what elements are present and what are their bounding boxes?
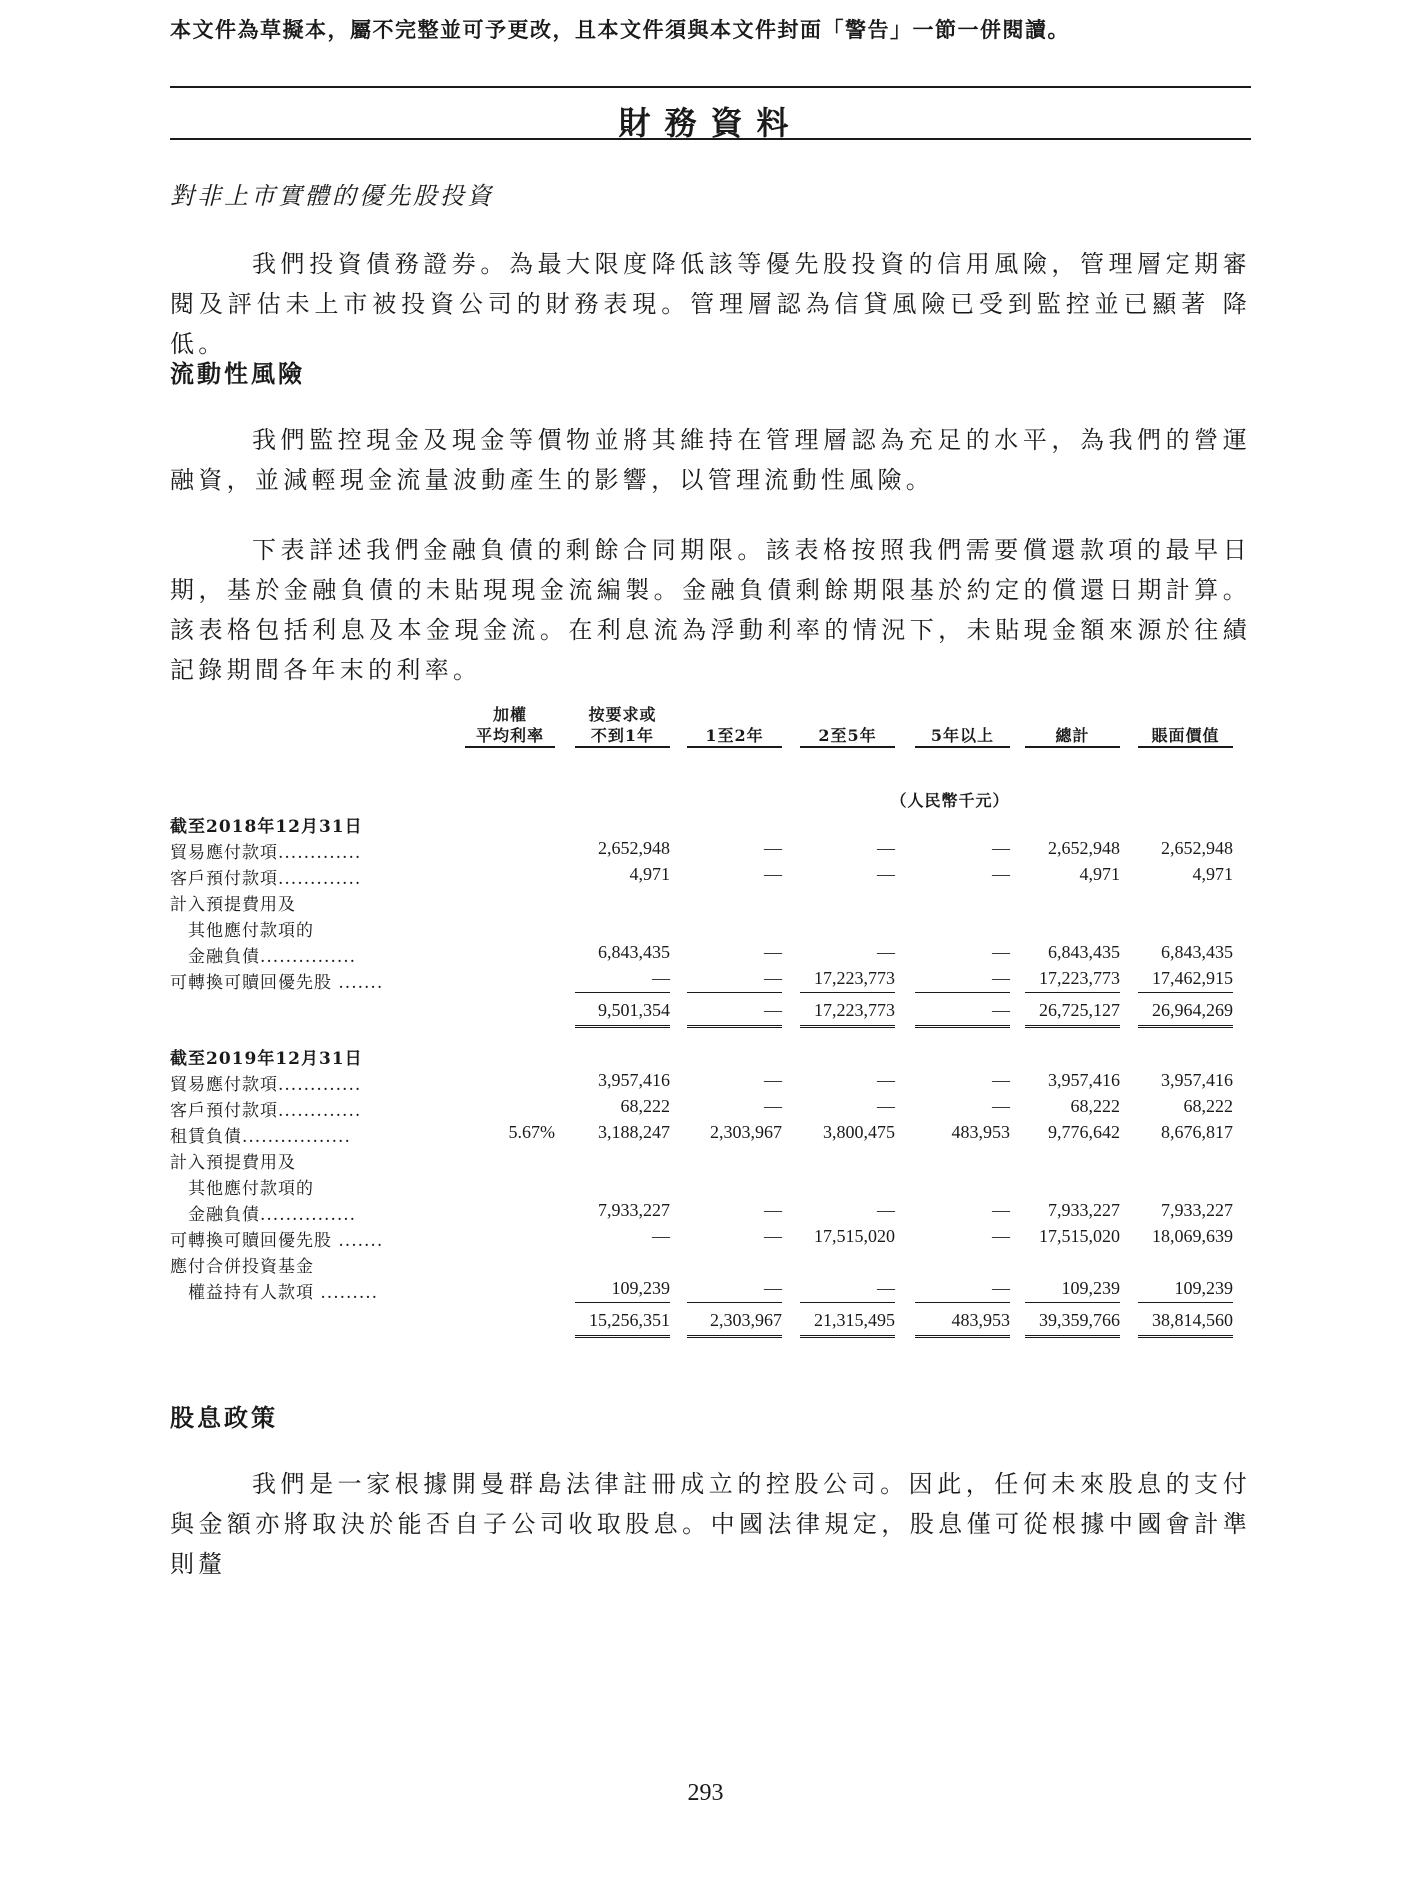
table-cell: 17,462,915 [1138, 968, 1233, 993]
table-cell: — [992, 1226, 1010, 1246]
table-cell: 8,676,817 [1161, 1122, 1233, 1142]
table-cell: — [575, 968, 670, 993]
table-cell: — [992, 864, 1010, 884]
table-row [170, 1226, 1251, 1252]
currency-unit: （人民幣千元） [890, 791, 1010, 810]
table-cell: — [915, 968, 1010, 993]
table-cell: 21,315,495 [800, 1310, 895, 1338]
column-header-text: 賬面價值 [1138, 704, 1233, 748]
table-cell: 6,843,435 [1048, 942, 1120, 962]
table-cell: 68,222 [1070, 1096, 1120, 1116]
table-cell: — [992, 838, 1010, 858]
row-label: 可轉換可贖回優先股 ....... [170, 1231, 384, 1251]
table-cell: 109,239 [1025, 1278, 1120, 1303]
table-cell: 4,971 [1192, 864, 1233, 884]
table-cell: — [764, 1070, 782, 1090]
table-row [170, 890, 1251, 916]
table-cell: 38,814,560 [1138, 1310, 1233, 1338]
column-header [687, 700, 782, 748]
table-cell: — [877, 1200, 895, 1220]
column-header [1138, 700, 1233, 748]
row-label: 可轉換可贖回優先股 ....... [170, 973, 384, 993]
table-cell: — [877, 942, 895, 962]
table-cell: 2,652,948 [598, 838, 670, 858]
table-row [170, 1200, 1251, 1226]
table-row [170, 1278, 1251, 1304]
table-cell: 17,223,773 [800, 968, 895, 993]
column-header-text: 總計 [1025, 704, 1120, 748]
table-cell: — [764, 1096, 782, 1116]
table-cell: 483,953 [915, 1310, 1010, 1338]
table-cell: — [992, 1200, 1010, 1220]
table-cell: — [764, 942, 782, 962]
section-title: 財務資料 [618, 104, 803, 142]
table-cell: 109,239 [1138, 1278, 1233, 1303]
table-cell: — [877, 864, 895, 884]
column-header [800, 700, 895, 748]
table-cell: — [915, 1000, 1010, 1028]
table-row [170, 916, 1251, 942]
table-cell: 7,933,227 [1048, 1200, 1120, 1220]
table-period-row [170, 812, 1251, 838]
table-cell: — [800, 1278, 895, 1303]
table-cell: — [764, 838, 782, 858]
table-row [170, 1252, 1251, 1278]
row-label: 客戶預付款項............. [170, 1101, 362, 1121]
row-label: 金融負債............... [188, 1205, 357, 1225]
table-period-row [170, 1044, 1251, 1070]
row-label: 應付合併投資基金 [170, 1257, 314, 1277]
table-cell: 5.67% [508, 1122, 555, 1142]
page-number: 293 [687, 1780, 724, 1806]
table-cell: 68,222 [1183, 1096, 1233, 1116]
table-cell: 17,223,773 [800, 1000, 895, 1028]
row-label: 其他應付款項的 [188, 1179, 314, 1199]
table-cell: 6,843,435 [598, 942, 670, 962]
table-cell: — [764, 1226, 782, 1246]
table-cell: 7,933,227 [1161, 1200, 1233, 1220]
table-cell: 3,957,416 [1048, 1070, 1120, 1090]
table-cell: 17,515,020 [814, 1226, 895, 1246]
column-header-text: 按要求或 不到1年 [575, 704, 670, 748]
column-header [465, 700, 555, 748]
row-label: 截至2019年12月31日 [170, 1049, 363, 1069]
table-cell: 3,800,475 [823, 1122, 895, 1142]
table-cell: — [877, 838, 895, 858]
table-cell: — [652, 1226, 670, 1246]
table-total-row [170, 1310, 1251, 1336]
table-cell: 109,239 [575, 1278, 670, 1303]
table-cell: 4,971 [1079, 864, 1120, 884]
table-cell: — [687, 968, 782, 993]
column-header-text: 2至5年 [800, 704, 895, 748]
table-row [170, 1070, 1251, 1096]
table-row [170, 1122, 1251, 1148]
table-cell: 3,957,416 [598, 1070, 670, 1090]
table-cell: — [915, 1278, 1010, 1303]
row-label: 租賃負債................. [170, 1127, 351, 1147]
row-label: 貿易應付款項............. [170, 843, 362, 863]
column-header-text: 加權 平均利率 [465, 704, 555, 748]
table-cell: 18,069,639 [1152, 1226, 1233, 1246]
dividend-paragraph: 我們是一家根據開曼群島法律註冊成立的控股公司。因此，任何未來股息的支付與金額亦將取決於能否自子公司收取股息。中國法律規定，股息僅可從根據中國會計準則釐 [170, 1470, 1251, 1578]
table-cell: 17,515,020 [1039, 1226, 1120, 1246]
table-cell: 2,303,967 [687, 1310, 782, 1338]
row-label: 截至2018年12月31日 [170, 817, 363, 837]
table-row [170, 968, 1251, 994]
table-cell: 3,188,247 [598, 1122, 670, 1142]
table-cell: — [992, 1070, 1010, 1090]
table-cell: 39,359,766 [1025, 1310, 1120, 1338]
liquidity-paragraph-1: 我們監控現金及現金等價物並將其維持在管理層認為充足的水平，為我們的營運融資，並減輕現金流量波動產生的影響，以管理流動性風險。 [170, 426, 1251, 494]
table-cell: — [877, 1070, 895, 1090]
table-cell: — [687, 1000, 782, 1028]
table-cell: 483,953 [951, 1122, 1010, 1142]
column-header-text: 1至2年 [687, 704, 782, 748]
row-label: 貿易應付款項............. [170, 1075, 362, 1095]
table-cell: — [992, 1096, 1010, 1116]
preferred-shares-heading: 對非上市實體的優先股投資 [170, 182, 494, 210]
table-row [170, 1096, 1251, 1122]
table-cell: 7,933,227 [598, 1200, 670, 1220]
table-cell: 6,843,435 [1161, 942, 1233, 962]
column-header [915, 700, 1010, 748]
table-cell: 15,256,351 [575, 1310, 670, 1338]
column-header-text: 5年以上 [915, 704, 1010, 748]
table-cell: 3,957,416 [1161, 1070, 1233, 1090]
table-cell: 17,223,773 [1025, 968, 1120, 993]
table-cell: 26,725,127 [1025, 1000, 1120, 1028]
table-cell: — [877, 1096, 895, 1116]
row-label: 其他應付款項的 [188, 921, 314, 941]
table-row [170, 1174, 1251, 1200]
draft-warning-note: 本文件為草擬本，屬不完整並可予更改，且本文件須與本文件封面「警告」一節一併閱讀。 [170, 17, 1070, 42]
liquidity-risk-heading: 流動性風險 [170, 359, 305, 388]
top-rule [170, 86, 1251, 88]
table-cell: 2,652,948 [1161, 838, 1233, 858]
row-label: 權益持有人款項 ......... [188, 1283, 379, 1303]
table-cell: — [687, 1278, 782, 1303]
row-label: 金融負債............... [188, 947, 357, 967]
table-row [170, 864, 1251, 890]
table-cell: 4,971 [629, 864, 670, 884]
table-cell: — [764, 864, 782, 884]
table-row [170, 942, 1251, 968]
dividend-policy-heading: 股息政策 [170, 1403, 278, 1432]
table-row [170, 1148, 1251, 1174]
table-row [170, 838, 1251, 864]
table-total-row [170, 1000, 1251, 1026]
preferred-shares-paragraph: 我們投資債務證券。為最大限度降低該等優先股投資的信用風險，管理層定期審 閱及評估未上市被投資公司的財務表現。管理層認為信貸風險已受到監控並已顯著 降低。 [170, 250, 1251, 358]
row-label: 計入預提費用及 [170, 1153, 296, 1173]
table-cell: — [992, 942, 1010, 962]
table-cell: 9,776,642 [1048, 1122, 1120, 1142]
column-header [575, 700, 670, 748]
table-cell: 68,222 [620, 1096, 670, 1116]
table-cell: 9,501,354 [575, 1000, 670, 1028]
liquidity-paragraph-2: 下表詳述我們金融負債的剩餘合同期限。該表格按照我們需要償還款項的最早日期，基於金融負債的未貼現現金流編製。金融負債剩餘期限基於約定的償還日期計算。該表格包括利息及本金現金流。在利息流為浮動利率的情況下，未貼現金額來源於往績記錄期間各年末的利率。 [170, 536, 1251, 684]
table-cell: 2,303,967 [710, 1122, 782, 1142]
table-cell: 26,964,269 [1138, 1000, 1233, 1028]
table-cell: 2,652,948 [1048, 838, 1120, 858]
row-label: 計入預提費用及 [170, 895, 296, 915]
column-header [1025, 700, 1120, 748]
table-cell: — [764, 1200, 782, 1220]
row-label: 客戶預付款項............. [170, 869, 362, 889]
title-rule [170, 138, 1251, 140]
